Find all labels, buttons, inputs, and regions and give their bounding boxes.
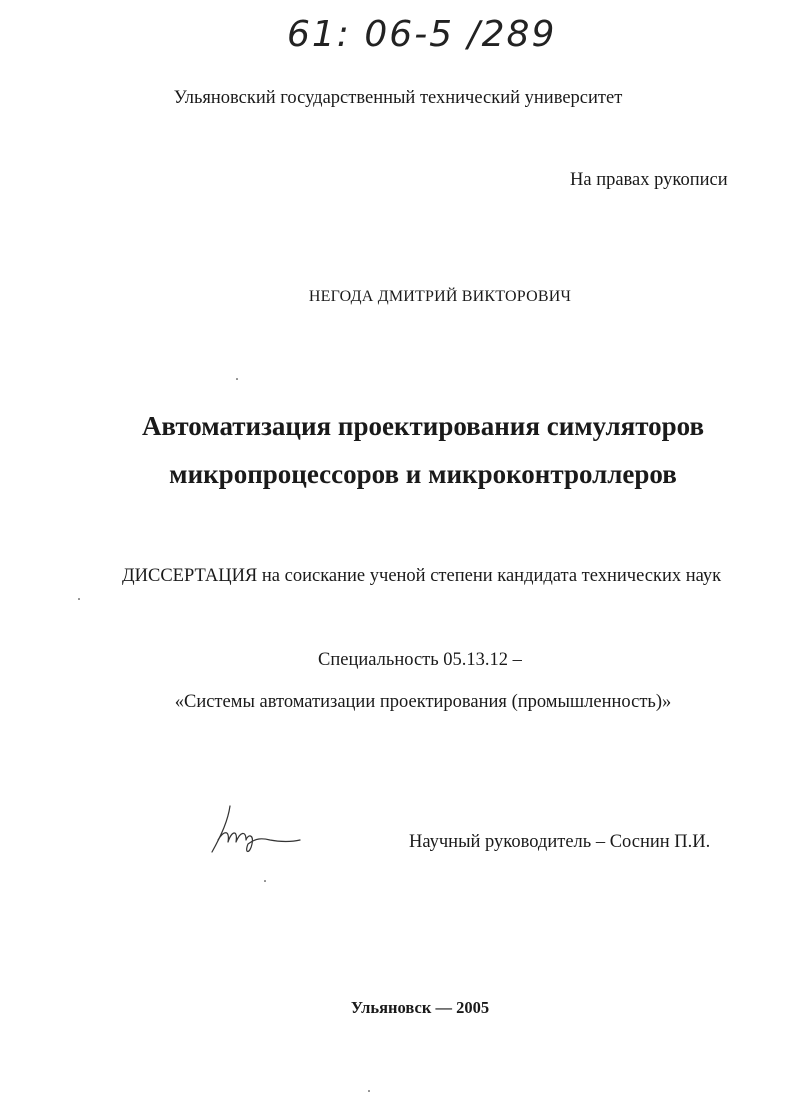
dissertation-degree-line: ДИССЕРТАЦИЯ на соискание ученой степени кандидата технических наук [122, 566, 722, 586]
scan-speck [78, 598, 80, 600]
title-line-1: Автоматизация проектирования симуляторов [141, 411, 705, 441]
dissertation-title [0, 402, 796, 498]
scan-speck [264, 880, 266, 882]
signature-icon [200, 800, 310, 860]
author-name: НЕГОДА ДМИТРИЙ ВИКТОРОВИЧ [308, 288, 572, 305]
title-line-2: микропроцессоров и микроконтроллеров [169, 459, 677, 489]
specialty-code: Специальность 05.13.12 – [318, 650, 522, 670]
specialty-name: «Системы автоматизации проектирования (промышленность)» [174, 692, 672, 712]
scientific-supervisor: Научный руководитель – Соснин П.И. [409, 832, 711, 852]
city-and-year: Ульяновск — 2005 [350, 998, 490, 1017]
scan-speck [368, 1090, 370, 1092]
handwritten-archive-code: 61: 06-5 /289 [287, 14, 557, 55]
manuscript-rights-note: На правах рукописи [570, 170, 728, 190]
scan-speck [236, 378, 238, 380]
university-name: Ульяновский государственный технический университет [173, 88, 623, 108]
